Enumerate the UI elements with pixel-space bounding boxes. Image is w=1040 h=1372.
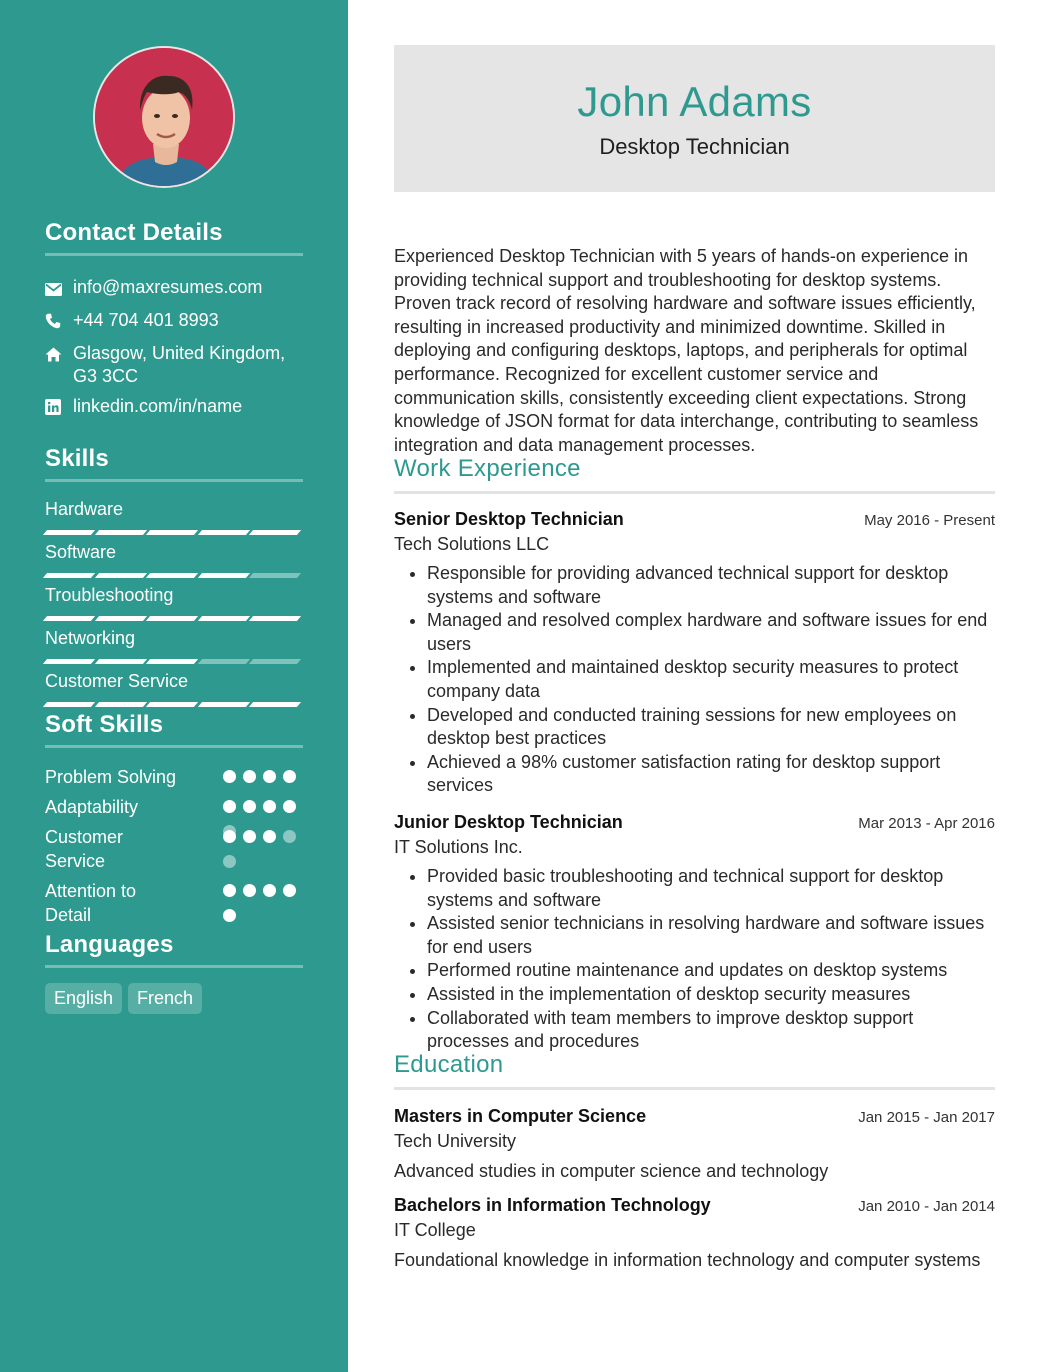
skill-level-segment [43,530,95,535]
rating-dot [283,830,296,843]
soft-skill-item [45,879,303,927]
skill-level-segment [198,616,250,621]
work-experience-title: Work Experience [394,455,581,482]
rating-dot [263,800,276,813]
soft-skills-title: Soft Skills [45,711,164,738]
degree-title: Bachelors in Information Technology [394,1195,711,1215]
skill-level-segment [43,659,95,664]
soft-skill-name-line: Adaptability [45,797,139,817]
school-name: IT College [394,1220,476,1240]
soft-skill-item [45,795,303,819]
job-title: Senior Desktop Technician [394,509,624,529]
email-text: info@maxresumes.com [73,277,263,297]
rating-dot [223,909,236,922]
soft-skills-list [45,765,303,933]
skills-section-header [45,445,303,482]
rating-dot [243,770,256,783]
degree-title: Masters in Computer Science [394,1106,647,1126]
skill-level-segment [94,702,146,707]
job-bullet: • Achieved a 98% customer satisfaction rating for desktop support services [427,751,995,798]
rating-dot [243,830,256,843]
address-line-1: Glasgow, United Kingdom, [73,343,286,363]
job-bullet: • Developed and conducted training sessions for new employees on desktop best practices [427,704,995,751]
rating-dot [223,800,236,813]
skill-level-bar [45,659,303,664]
skill-level-segment [249,702,301,707]
soft-skill-item [45,765,303,789]
contact-address [45,342,303,388]
languages-title: Languages [45,931,174,958]
skill-level-segment [249,573,301,578]
work-experience-divider [394,491,995,494]
skill-level-segment [146,702,198,707]
skill-level-segment [94,616,146,621]
job-bullet: • Managed and resolved complex hardware and software issues for end users [427,609,995,656]
skill-item [45,584,303,627]
soft-skills-divider [45,745,303,748]
job-bullet: • Assisted in the implementation of desktop security measures [427,983,995,1007]
rating-dot [223,855,236,868]
contact-title: Contact Details [45,219,223,246]
soft-skill-name-line: Attention to [45,881,137,901]
skill-name: Networking [45,628,136,648]
skills-divider [45,479,303,482]
contact-divider [45,253,303,256]
soft-skill-name-line: Service [45,851,106,871]
skills-list [45,498,303,713]
job-bullet: • Provided basic troubleshooting and technical support for desktop systems and software [427,865,995,912]
skill-name: Hardware [45,499,124,519]
skill-level-bar [45,616,303,621]
education-description: Foundational knowledge in information technology and computer systems [394,1250,981,1270]
skill-level-segment [94,659,146,664]
avatar [93,46,235,188]
rating-dot [263,830,276,843]
rating-dot [263,770,276,783]
soft-skill-name-line: Customer [45,827,124,847]
soft-skill-name [45,879,205,927]
skill-level-segment [198,702,250,707]
skill-level-segment [198,659,250,664]
job-bullet: • Responsible for providing advanced technical support for desktop systems and software [427,562,995,609]
rating-dot [223,884,236,897]
skill-level-segment [43,616,95,621]
skill-level-bar [45,573,303,578]
skill-level-segment [146,573,198,578]
education-dates: Jan 2015 - Jan 2017 [858,1109,995,1126]
skill-item [45,541,303,584]
skill-level-segment [43,573,95,578]
soft-skill-name-line: Detail [45,905,92,925]
rating-dot [223,770,236,783]
contact-section-header [45,219,303,256]
soft-skills-section-header [45,711,303,748]
skill-level-segment [94,573,146,578]
rating-dot [283,800,296,813]
job-company: IT Solutions Inc. [394,837,523,857]
skill-name: Software [45,542,117,562]
job-dates: Mar 2013 - Apr 2016 [858,815,995,832]
job-bullet: • Performed routine maintenance and updates on desktop systems [427,959,995,983]
soft-skill-name [45,795,205,819]
job-bullet: • Implemented and maintained desktop security measures to protect company data [427,656,995,703]
job-entry [394,812,995,1054]
job-title: Junior Desktop Technician [394,812,623,832]
skill-level-bar [45,702,303,707]
email-icon [45,276,73,302]
education-divider [394,1087,995,1090]
soft-skill-name-line: Problem Solving [45,767,177,787]
soft-skill-name [45,765,205,789]
home-icon [45,342,73,368]
skills-title: Skills [45,445,109,472]
candidate-role: Desktop Technician [599,134,790,159]
skill-level-segment [249,530,301,535]
school-name: Tech University [394,1131,517,1151]
job-bullet: • Collaborated with team members to improve desktop support processes and procedures [427,1007,995,1054]
skill-level-bar [45,530,303,535]
job-company: Tech Solutions LLC [394,534,550,554]
phone-text: +44 704 401 8993 [73,310,219,330]
education-entry [394,1106,995,1183]
skill-level-segment [249,659,301,664]
candidate-name: John Adams [577,78,812,125]
address-line-2: G3 3CC [73,366,139,386]
profile-summary: Experienced Desktop Technician with 5 years of hands-on experience in providing technical support and troubleshooting for desktop systems. Proven track record of resolving hardware and software issues efficiently, resulting in increased productivity and minimized downtime. Skilled in deploying and configuring desktops, laptops, and peripherals for optimal performance. Recognized for excellent customer service and communication skills, consistently exceeding client expectations. Strong knowledge of JSON format for data interchange, contributing to seamless integration and data management processes. [394,246,979,455]
job-bullet: • Assisted senior technicians in resolving hardware and software issues for end users [427,912,995,959]
soft-skill-item [45,825,303,873]
skill-level-segment [198,573,250,578]
skill-item [45,670,303,713]
rating-dot [263,884,276,897]
skill-name: Troubleshooting [45,585,174,605]
skill-level-segment [146,530,198,535]
language-chip: French [128,983,202,1014]
skill-level-segment [146,659,198,664]
resume-header [394,45,995,192]
phone-icon [45,309,73,335]
skill-item [45,627,303,670]
languages-section-header [45,931,303,968]
linkedin-icon [45,395,73,421]
linkedin-text: linkedin.com/in/name [73,396,243,416]
job-bullets [394,562,995,798]
education-dates: Jan 2010 - Jan 2014 [858,1198,995,1215]
contact-email[interactable] [45,276,303,302]
education-title: Education [394,1051,504,1078]
education-description: Advanced studies in computer science and technology [394,1161,829,1181]
skill-item [45,498,303,541]
soft-skill-rating [223,879,303,897]
languages-divider [45,965,303,968]
rating-dot [243,800,256,813]
language-chip: English [45,983,122,1014]
sidebar [0,0,348,1372]
languages-list [45,983,208,1014]
job-entry [394,509,995,798]
skill-name: Customer Service [45,671,189,691]
skill-level-segment [94,530,146,535]
rating-dot [283,770,296,783]
rating-dot [283,884,296,897]
skill-level-segment [198,530,250,535]
rating-dot [223,830,236,843]
skill-level-segment [249,616,301,621]
soft-skill-name [45,825,205,873]
soft-skill-rating [223,765,303,783]
contact-phone[interactable] [45,309,303,335]
skill-level-segment [146,616,198,621]
rating-dot [243,884,256,897]
job-bullets [394,865,995,1054]
profile-photo [95,48,235,188]
skill-level-segment [43,702,95,707]
contact-list [45,276,303,428]
soft-skill-rating [223,795,303,813]
job-dates: May 2016 - Present [864,512,995,529]
soft-skill-rating [223,825,303,843]
contact-linkedin[interactable] [45,395,303,421]
education-entry [394,1195,995,1272]
